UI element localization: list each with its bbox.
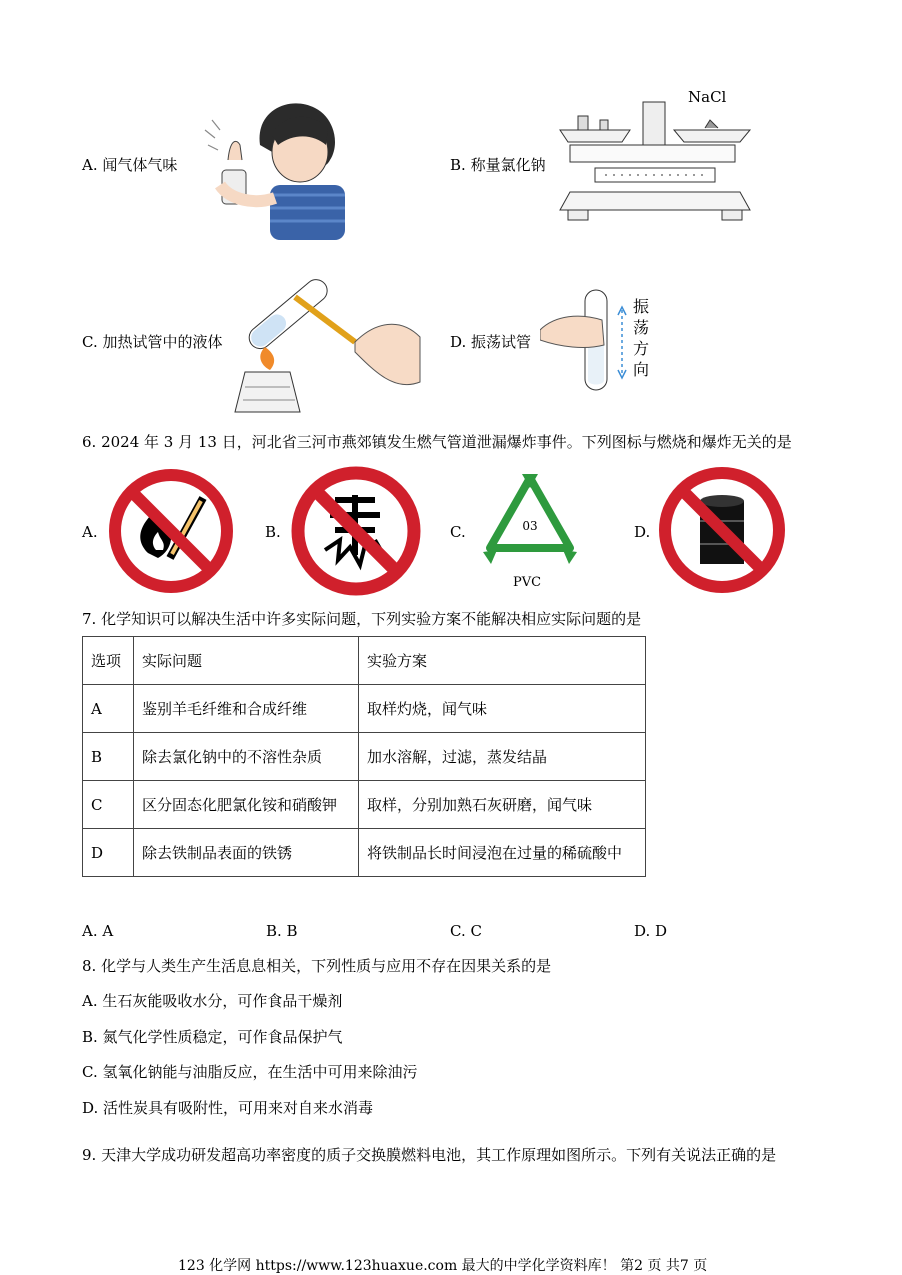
q7-answer-a: A. A	[82, 922, 114, 940]
page-footer: 123 化学网 https://www.123huaxue.com 最大的中学化学资料库！ 第2 页 共7 页	[178, 1258, 708, 1274]
q7-answer-b: B. B	[266, 922, 298, 940]
recycle-caption: PVC	[513, 575, 542, 590]
nacl-label: NaCl	[688, 88, 727, 106]
option-label: D.	[450, 333, 467, 351]
q9-stem: 9. 天津大学成功研发超高功率密度的质子交换膜燃料电池，其工作原理如图所示。下列有关说法正确的是	[82, 1146, 777, 1164]
no-open-flame-icon	[108, 468, 234, 594]
shaking-test-tube-illustration	[540, 285, 670, 395]
table-cell: 区分固态化肥氯化铵和硝酸钾	[134, 781, 359, 829]
table-cell: A	[83, 685, 134, 733]
q8-option-d: D. 活性炭具有吸附性，可用来对自来水消毒	[82, 1099, 374, 1117]
option-label: B.	[450, 156, 466, 174]
q6-option-label-c: C.	[450, 523, 466, 541]
q7-answer-d: D. D	[634, 922, 668, 940]
q8-option-a: A. 生石灰能吸收水分，可作食品干燥剂	[82, 992, 343, 1010]
q5-option-d	[450, 332, 531, 352]
table-cell: 将铁制品长时间浸泡在过量的稀硫酸中	[359, 829, 646, 877]
q8-stem: 8. 化学与人类生产生活息息相关，下列性质与应用不存在因果关系的是	[82, 957, 552, 975]
table-header-row	[83, 637, 646, 685]
table-header-cell: 实验方案	[359, 637, 646, 685]
table-header-cell: 选项	[83, 637, 134, 685]
option-text: 加热试管中的液体	[102, 333, 223, 351]
q7-answer-c: C. C	[450, 922, 482, 940]
q7-stem: 7. 化学知识可以解决生活中许多实际问题，下列实验方案不能解决相应实际问题的是	[82, 610, 642, 628]
option-label: A.	[82, 156, 98, 174]
no-barrel-icon	[658, 466, 786, 594]
table-cell: 取样，分别加熟石灰研磨，闻气味	[359, 781, 646, 829]
table-cell: 鉴别羊毛纤维和合成纤维	[134, 685, 359, 733]
q6-option-label-a: A.	[82, 523, 98, 541]
q5-option-b	[450, 155, 546, 175]
q6-option-label-b: B.	[265, 523, 281, 541]
q8-option-b: B. 氮气化学性质稳定，可作食品保护气	[82, 1028, 343, 1046]
shake-char: 振	[633, 297, 650, 316]
table-cell: C	[83, 781, 134, 829]
q5-option-a	[82, 155, 177, 175]
heating-test-tube-illustration	[225, 262, 425, 422]
table-row	[83, 829, 646, 877]
option-text: 闻气体气味	[102, 156, 178, 174]
table-cell: B	[83, 733, 134, 781]
balance-scale-illustration	[550, 80, 760, 240]
shake-char: 荡	[633, 318, 650, 337]
option-label: C.	[82, 333, 98, 351]
table-row	[83, 733, 646, 781]
q6-option-label-d: D.	[634, 523, 651, 541]
smelling-gas-illustration	[200, 90, 350, 240]
q5-option-c	[82, 332, 223, 352]
table-cell: 取样灼烧，闻气味	[359, 685, 646, 733]
shake-char: 方	[633, 339, 650, 358]
q8-option-c: C. 氢氧化钠能与油脂反应，在生活中可用来除油污	[82, 1063, 418, 1081]
no-fireworks-icon	[290, 465, 422, 597]
q7-table	[82, 636, 646, 877]
shake-direction-label	[633, 296, 649, 380]
table-row	[83, 781, 646, 829]
table-cell: 加水溶解，过滤，蒸发结晶	[359, 733, 646, 781]
table-row	[83, 685, 646, 733]
q6-stem: 6. 2024 年 3 月 13 日，河北省三河市燕郊镇发生燃气管道泄漏爆炸事件。下列图标与燃烧和爆炸无关的是	[82, 433, 792, 451]
table-cell: 除去氯化钠中的不溶性杂质	[134, 733, 359, 781]
option-text: 振荡试管	[471, 333, 532, 351]
option-text: 称量氯化钠	[470, 156, 546, 174]
table-header-cell: 实际问题	[134, 637, 359, 685]
table-cell: 除去铁制品表面的铁锈	[134, 829, 359, 877]
recycle-pvc-icon	[475, 470, 585, 570]
shake-char: 向	[633, 360, 650, 379]
recycle-code: 03	[522, 519, 538, 533]
table-cell: D	[83, 829, 134, 877]
